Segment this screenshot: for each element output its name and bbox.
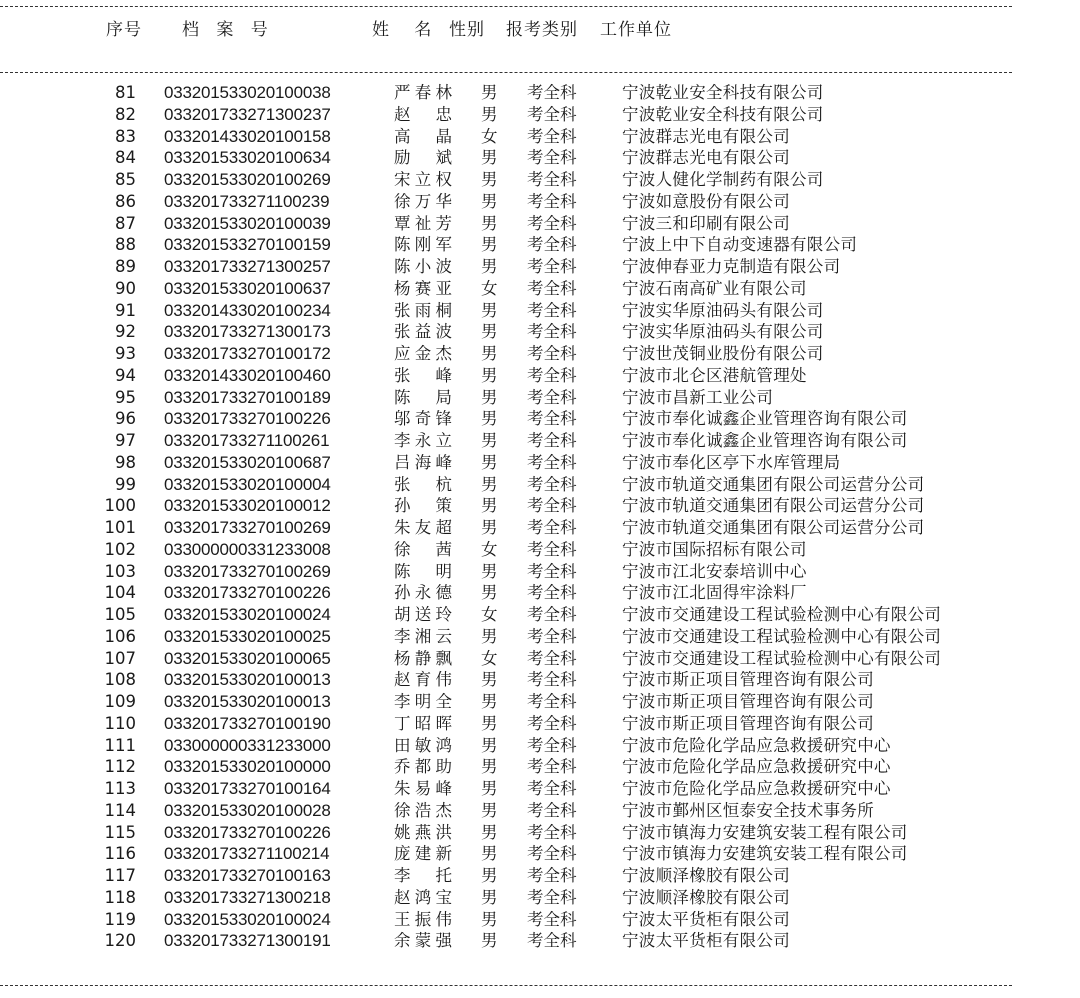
row-org: 宁波市奉化诚鑫企业管理咨询有限公司 <box>622 409 908 429</box>
row-seq: 85 <box>115 170 136 189</box>
row-seq: 101 <box>104 518 136 537</box>
table-row <box>0 300 1080 322</box>
row-category: 考全科 <box>527 757 577 777</box>
row-category: 考全科 <box>527 866 577 885</box>
table-row <box>0 561 1080 583</box>
row-seq: 86 <box>115 191 136 211</box>
row-org: 宁波三和印刷有限公司 <box>622 213 790 233</box>
row-name: 赵 忠 <box>394 104 452 124</box>
row-seq: 82 <box>115 104 136 124</box>
row-gender: 男 <box>481 757 498 777</box>
table-body <box>0 82 1080 952</box>
row-name: 胡送玲 <box>394 605 452 624</box>
row-org: 宁波实华原油码头有限公司 <box>622 300 824 320</box>
row-seq: 104 <box>104 583 136 603</box>
row-org: 宁波市交通建设工程试验检测中心有限公司 <box>622 648 942 668</box>
row-name: 陈 局 <box>394 387 452 407</box>
row-category: 考全科 <box>527 648 577 668</box>
row-org: 宁波太平货柜有限公司 <box>622 931 790 951</box>
row-file-no: 033201433020100158 <box>164 126 331 146</box>
row-name: 乔都助 <box>394 757 452 777</box>
row-seq: 90 <box>115 278 136 298</box>
table-row <box>0 126 1080 148</box>
row-gender: 男 <box>481 474 498 494</box>
header-gender: 性别 <box>449 20 485 40</box>
row-name: 高 晶 <box>394 126 452 146</box>
bottom-dashed-rule <box>0 985 1012 986</box>
row-category: 考全科 <box>527 191 577 211</box>
row-seq: 99 <box>115 474 136 494</box>
row-gender: 女 <box>481 126 498 146</box>
table-row <box>0 930 1080 952</box>
table-row <box>0 213 1080 235</box>
row-org: 宁波乾业安全科技有限公司 <box>622 104 824 124</box>
row-name: 赵鸿宝 <box>394 887 452 907</box>
row-file-no: 033201733270100189 <box>164 387 331 407</box>
row-name: 吕海峰 <box>394 452 452 472</box>
row-file-no: 033201533020100637 <box>164 278 331 298</box>
row-file-no: 033201733271300218 <box>164 887 331 907</box>
row-gender: 男 <box>481 322 498 342</box>
row-category: 考全科 <box>527 213 577 233</box>
row-org: 宁波群志光电有限公司 <box>622 148 790 168</box>
row-category: 考全科 <box>527 83 577 102</box>
row-file-no: 033201433020100460 <box>164 365 331 385</box>
row-category: 考全科 <box>527 605 577 624</box>
row-seq: 92 <box>115 322 136 342</box>
row-seq: 108 <box>104 670 136 690</box>
row-org: 宁波伸春亚力克制造有限公司 <box>622 257 841 276</box>
row-gender: 男 <box>481 344 498 363</box>
row-seq: 120 <box>104 931 136 951</box>
row-category: 考全科 <box>527 235 577 255</box>
row-org: 宁波市交通建设工程试验检测中心有限公司 <box>622 605 942 624</box>
row-name: 张雨桐 <box>394 300 452 320</box>
row-org: 宁波市轨道交通集团有限公司运营分公司 <box>622 496 925 516</box>
row-file-no: 033201533020100004 <box>164 474 331 494</box>
row-file-no: 033201733270100226 <box>164 409 331 429</box>
row-file-no: 033201733270100269 <box>164 561 331 581</box>
row-seq: 97 <box>115 431 136 450</box>
row-gender: 男 <box>481 887 498 907</box>
table-row <box>0 343 1080 365</box>
row-gender: 女 <box>481 278 498 298</box>
header-seq: 序号 <box>106 20 142 40</box>
row-file-no: 033000000331233008 <box>164 539 331 559</box>
row-category: 考全科 <box>527 670 577 690</box>
row-seq: 84 <box>115 148 136 168</box>
row-name: 严春林 <box>394 83 452 102</box>
row-gender: 男 <box>481 670 498 690</box>
row-name: 余蒙强 <box>394 931 452 951</box>
row-gender: 男 <box>481 170 498 189</box>
table-row <box>0 517 1080 539</box>
row-gender: 男 <box>481 387 498 407</box>
row-org: 宁波实华原油码头有限公司 <box>622 322 824 342</box>
table-row <box>0 234 1080 256</box>
row-org: 宁波太平货柜有限公司 <box>622 909 790 929</box>
row-file-no: 033201533020100024 <box>164 909 331 929</box>
row-file-no: 033201533020100025 <box>164 626 331 646</box>
table-row <box>0 713 1080 735</box>
row-org: 宁波乾业安全科技有限公司 <box>622 83 824 102</box>
row-org: 宁波市镇海力安建筑安装工程有限公司 <box>622 844 908 864</box>
row-gender: 男 <box>481 583 498 603</box>
row-file-no: 033201533020100269 <box>164 170 331 189</box>
row-name: 张 杭 <box>394 474 452 494</box>
row-file-no: 033201733270100226 <box>164 583 331 603</box>
row-gender: 男 <box>481 191 498 211</box>
row-gender: 男 <box>481 844 498 864</box>
row-category: 考全科 <box>527 431 577 450</box>
row-category: 考全科 <box>527 822 577 842</box>
row-org: 宁波市国际招标有限公司 <box>622 539 807 559</box>
row-org: 宁波市轨道交通集团有限公司运营分公司 <box>622 518 925 537</box>
row-file-no: 033201533020100634 <box>164 148 331 168</box>
table-row <box>0 474 1080 496</box>
row-category: 考全科 <box>527 735 577 755</box>
row-name: 李明全 <box>394 692 452 711</box>
row-org: 宁波石南高矿业有限公司 <box>622 278 807 298</box>
row-org: 宁波市镇海力安建筑安装工程有限公司 <box>622 822 908 842</box>
table-row <box>0 822 1080 844</box>
row-file-no: 033201533270100159 <box>164 235 331 255</box>
table-row <box>0 408 1080 430</box>
row-file-no: 033201533020100038 <box>164 83 331 102</box>
row-org: 宁波人健化学制药有限公司 <box>622 170 824 189</box>
row-name: 陈小波 <box>394 257 452 276</box>
row-org: 宁波市危险化学品应急救援研究中心 <box>622 779 891 798</box>
row-seq: 119 <box>104 909 136 929</box>
row-org: 宁波市奉化诚鑫企业管理咨询有限公司 <box>622 431 908 450</box>
table-row <box>0 909 1080 931</box>
row-seq: 111 <box>104 735 136 755</box>
row-category: 考全科 <box>527 800 577 820</box>
row-name: 邬奇锋 <box>394 409 452 429</box>
row-name: 励 斌 <box>394 148 452 168</box>
row-org: 宁波市北仑区港航管理处 <box>622 365 807 385</box>
row-seq: 118 <box>104 887 136 907</box>
row-gender: 男 <box>481 104 498 124</box>
row-name: 徐万华 <box>394 191 452 211</box>
row-file-no: 033201733271100239 <box>164 191 330 211</box>
row-seq: 105 <box>104 605 136 624</box>
header-org: 工作单位 <box>600 20 672 40</box>
row-seq: 98 <box>115 452 136 472</box>
row-file-no: 033201533020100065 <box>164 648 331 668</box>
row-file-no: 033201733271300191 <box>164 931 331 951</box>
row-seq: 83 <box>115 126 136 146</box>
table-row <box>0 756 1080 778</box>
table-row <box>0 604 1080 626</box>
table-row <box>0 147 1080 169</box>
row-org: 宁波顺泽橡胶有限公司 <box>622 866 790 885</box>
row-name: 庞建新 <box>394 844 452 864</box>
row-category: 考全科 <box>527 104 577 124</box>
row-name: 李湘云 <box>394 626 452 646</box>
row-gender: 女 <box>481 539 498 559</box>
row-file-no: 033201733271100261 <box>164 431 330 450</box>
row-category: 考全科 <box>527 170 577 189</box>
row-gender: 男 <box>481 235 498 255</box>
row-gender: 男 <box>481 300 498 320</box>
table-row <box>0 104 1080 126</box>
row-category: 考全科 <box>527 518 577 537</box>
row-org: 宁波市奉化区亭下水库管理局 <box>622 452 841 472</box>
row-org: 宁波群志光电有限公司 <box>622 126 790 146</box>
row-file-no: 033201533020100000 <box>164 757 331 777</box>
table-row <box>0 169 1080 191</box>
row-org: 宁波市危险化学品应急救援研究中心 <box>622 735 891 755</box>
row-org: 宁波市斯正项目管理咨询有限公司 <box>622 670 874 690</box>
row-category: 考全科 <box>527 496 577 516</box>
row-category: 考全科 <box>527 322 577 342</box>
header-file-no: 档 案 号 <box>182 20 274 40</box>
row-file-no: 033201533020100013 <box>164 670 331 690</box>
row-seq: 110 <box>104 713 136 733</box>
row-seq: 91 <box>115 300 136 320</box>
row-org: 宁波市轨道交通集团有限公司运营分公司 <box>622 474 925 494</box>
row-category: 考全科 <box>527 539 577 559</box>
row-org: 宁波市昌新工业公司 <box>622 387 774 407</box>
row-gender: 男 <box>481 692 498 711</box>
row-name: 徐浩杰 <box>394 800 452 820</box>
row-gender: 男 <box>481 452 498 472</box>
row-name: 田敏鸿 <box>394 735 452 755</box>
row-name: 张 峰 <box>394 365 452 385</box>
row-seq: 81 <box>115 83 136 102</box>
table-row <box>0 800 1080 822</box>
row-category: 考全科 <box>527 583 577 603</box>
table-row <box>0 387 1080 409</box>
row-name: 应金杰 <box>394 344 452 363</box>
row-seq: 87 <box>115 213 136 233</box>
row-file-no: 033201533020100039 <box>164 213 331 233</box>
row-name: 朱易峰 <box>394 779 452 798</box>
row-file-no: 033201733270100269 <box>164 518 331 537</box>
table-row <box>0 691 1080 713</box>
row-gender: 男 <box>481 431 498 450</box>
row-category: 考全科 <box>527 126 577 146</box>
row-org: 宁波市鄞州区恒泰安全技术事务所 <box>622 800 874 820</box>
row-category: 考全科 <box>527 452 577 472</box>
row-gender: 男 <box>481 713 498 733</box>
row-file-no: 033201733270100164 <box>164 779 331 798</box>
row-category: 考全科 <box>527 474 577 494</box>
row-gender: 男 <box>481 561 498 581</box>
row-gender: 男 <box>481 800 498 820</box>
table-row <box>0 495 1080 517</box>
table-row <box>0 865 1080 887</box>
row-org: 宁波市交通建设工程试验检测中心有限公司 <box>622 626 942 646</box>
row-name: 张益波 <box>394 322 452 342</box>
row-org: 宁波世茂铜业股份有限公司 <box>622 344 824 363</box>
row-file-no: 033201733270100226 <box>164 822 331 842</box>
row-org: 宁波市斯正项目管理咨询有限公司 <box>622 713 874 733</box>
row-name: 徐 茜 <box>394 539 452 559</box>
row-seq: 89 <box>115 257 136 276</box>
row-category: 考全科 <box>527 931 577 951</box>
table-row <box>0 321 1080 343</box>
row-seq: 93 <box>115 344 136 363</box>
row-file-no: 033201733271100214 <box>164 844 330 864</box>
row-file-no: 033201533020100013 <box>164 692 331 711</box>
row-category: 考全科 <box>527 365 577 385</box>
row-name: 宋立权 <box>394 170 452 189</box>
row-category: 考全科 <box>527 713 577 733</box>
row-file-no: 033201533020100024 <box>164 605 331 624</box>
row-category: 考全科 <box>527 300 577 320</box>
row-seq: 113 <box>104 779 136 798</box>
row-name: 朱友超 <box>394 518 452 537</box>
row-seq: 102 <box>104 539 136 559</box>
row-file-no: 033201733270100172 <box>164 344 331 363</box>
table-row <box>0 648 1080 670</box>
row-seq: 109 <box>104 692 136 711</box>
table-row <box>0 278 1080 300</box>
row-seq: 88 <box>115 235 136 255</box>
row-file-no: 033201733271300173 <box>164 322 331 342</box>
row-file-no: 033201733271300237 <box>164 104 331 124</box>
table-row <box>0 365 1080 387</box>
row-org: 宁波市斯正项目管理咨询有限公司 <box>622 692 874 711</box>
row-category: 考全科 <box>527 148 577 168</box>
row-name: 李 托 <box>394 866 452 885</box>
row-seq: 96 <box>115 409 136 429</box>
row-seq: 94 <box>115 365 136 385</box>
table-row <box>0 626 1080 648</box>
row-seq: 112 <box>104 757 136 777</box>
row-category: 考全科 <box>527 909 577 929</box>
row-file-no: 033201733271300257 <box>164 257 331 276</box>
table-row <box>0 778 1080 800</box>
row-seq: 115 <box>104 822 136 842</box>
header-dashed-rule <box>0 72 1012 73</box>
row-gender: 男 <box>481 779 498 798</box>
table-row <box>0 256 1080 278</box>
row-gender: 男 <box>481 83 498 102</box>
row-seq: 100 <box>104 496 136 516</box>
row-name: 覃祉芳 <box>394 213 452 233</box>
row-seq: 116 <box>104 844 136 864</box>
table-row <box>0 430 1080 452</box>
row-category: 考全科 <box>527 779 577 798</box>
row-name: 陈刚军 <box>394 235 452 255</box>
row-name: 姚燕洪 <box>394 822 452 842</box>
row-category: 考全科 <box>527 387 577 407</box>
row-file-no: 033201533020100687 <box>164 452 331 472</box>
table-row <box>0 539 1080 561</box>
row-gender: 女 <box>481 605 498 624</box>
header-category: 报考类别 <box>506 20 578 40</box>
table-row <box>0 735 1080 757</box>
header-name: 姓 名 <box>372 20 442 40</box>
row-gender: 男 <box>481 365 498 385</box>
row-category: 考全科 <box>527 409 577 429</box>
row-category: 考全科 <box>527 561 577 581</box>
row-category: 考全科 <box>527 844 577 864</box>
table-row <box>0 887 1080 909</box>
table-row <box>0 452 1080 474</box>
row-name: 李永立 <box>394 431 452 450</box>
row-org: 宁波顺泽橡胶有限公司 <box>622 887 790 907</box>
row-gender: 男 <box>481 909 498 929</box>
row-gender: 男 <box>481 148 498 168</box>
table-row <box>0 191 1080 213</box>
row-category: 考全科 <box>527 344 577 363</box>
row-gender: 男 <box>481 735 498 755</box>
table-row <box>0 82 1080 104</box>
row-org: 宁波市危险化学品应急救援研究中心 <box>622 757 891 777</box>
row-file-no: 033201533020100028 <box>164 800 331 820</box>
row-seq: 107 <box>104 648 136 668</box>
row-org: 宁波如意股份有限公司 <box>622 191 790 211</box>
row-file-no: 033201733270100163 <box>164 866 331 885</box>
row-seq: 114 <box>104 800 136 820</box>
table-row <box>0 843 1080 865</box>
row-file-no: 033201533020100012 <box>164 496 331 516</box>
row-seq: 117 <box>104 866 136 885</box>
row-category: 考全科 <box>527 887 577 907</box>
row-gender: 男 <box>481 409 498 429</box>
row-org: 宁波上中下自动变速器有限公司 <box>622 235 858 255</box>
row-org: 宁波市江北固得牢涂料厂 <box>622 583 807 603</box>
row-seq: 95 <box>115 387 136 407</box>
row-file-no: 033201733270100190 <box>164 713 331 733</box>
row-category: 考全科 <box>527 626 577 646</box>
row-name: 孙永德 <box>394 583 452 603</box>
table-row <box>0 582 1080 604</box>
row-file-no: 033201433020100234 <box>164 300 331 320</box>
row-category: 考全科 <box>527 692 577 711</box>
row-gender: 女 <box>481 648 498 668</box>
row-gender: 男 <box>481 496 498 516</box>
row-name: 赵育伟 <box>394 670 452 690</box>
row-org: 宁波市江北安泰培训中心 <box>622 561 807 581</box>
row-name: 王振伟 <box>394 909 452 929</box>
row-gender: 男 <box>481 822 498 842</box>
row-name: 杨赛亚 <box>394 278 452 298</box>
table-row <box>0 669 1080 691</box>
row-gender: 男 <box>481 626 498 646</box>
row-name: 陈 明 <box>394 561 452 581</box>
row-category: 考全科 <box>527 257 577 276</box>
row-gender: 男 <box>481 518 498 537</box>
row-file-no: 033000000331233000 <box>164 735 331 755</box>
row-name: 杨静飘 <box>394 648 452 668</box>
row-name: 孙 策 <box>394 496 452 516</box>
top-dashed-rule <box>0 6 1012 7</box>
row-gender: 男 <box>481 213 498 233</box>
row-name: 丁昭晖 <box>394 713 452 733</box>
row-seq: 103 <box>104 561 136 581</box>
table-header <box>0 15 1012 43</box>
row-category: 考全科 <box>527 278 577 298</box>
row-gender: 男 <box>481 257 498 276</box>
row-gender: 男 <box>481 866 498 885</box>
row-gender: 男 <box>481 931 498 951</box>
row-seq: 106 <box>104 626 136 646</box>
